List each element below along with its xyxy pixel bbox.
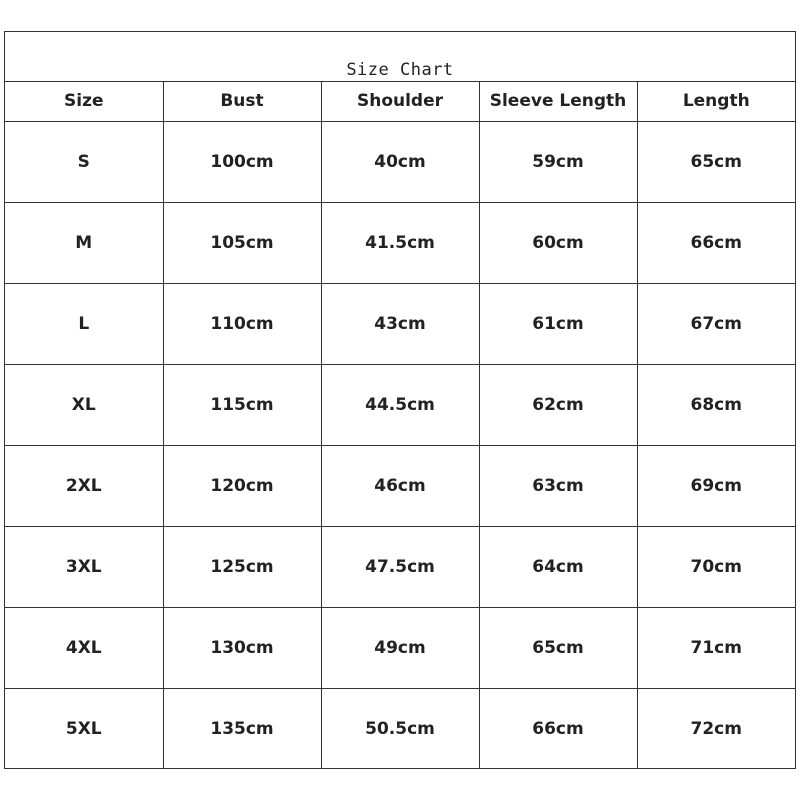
- cell-bust: 100cm: [163, 122, 321, 203]
- cell-length: 71cm: [637, 608, 795, 689]
- table-row: [5, 122, 795, 203]
- cell-size: M: [5, 203, 163, 284]
- cell-length: 69cm: [637, 446, 795, 527]
- cell-size: L: [5, 284, 163, 365]
- cell-sleeve-length: 62cm: [479, 365, 637, 446]
- cell-length: 67cm: [637, 284, 795, 365]
- size-chart: [4, 31, 796, 769]
- cell-shoulder: 49cm: [321, 608, 479, 689]
- cell-length: 72cm: [637, 689, 795, 770]
- cell-sleeve-length: 60cm: [479, 203, 637, 284]
- table-row: [5, 365, 795, 446]
- header-shoulder: Shoulder: [321, 81, 479, 122]
- header-length: Length: [637, 81, 795, 122]
- cell-bust: 110cm: [163, 284, 321, 365]
- cell-length: 65cm: [637, 122, 795, 203]
- table-row: [5, 203, 795, 284]
- header-size: Size: [5, 81, 163, 122]
- cell-bust: 130cm: [163, 608, 321, 689]
- header-bust: Bust: [163, 81, 321, 122]
- header-row: [5, 81, 795, 122]
- cell-size: XL: [5, 365, 163, 446]
- table-row: [5, 527, 795, 608]
- table-row: [5, 689, 795, 770]
- cell-shoulder: 46cm: [321, 446, 479, 527]
- cell-bust: 115cm: [163, 365, 321, 446]
- cell-sleeve-length: 61cm: [479, 284, 637, 365]
- chart-title: Size Chart: [346, 60, 454, 80]
- cell-sleeve-length: 63cm: [479, 446, 637, 527]
- cell-size: 5XL: [5, 689, 163, 770]
- cell-sleeve-length: 64cm: [479, 527, 637, 608]
- header-sleeve-length: Sleeve Length: [479, 81, 637, 122]
- cell-length: 68cm: [637, 365, 795, 446]
- cell-length: 70cm: [637, 527, 795, 608]
- cell-bust: 135cm: [163, 689, 321, 770]
- cell-shoulder: 43cm: [321, 284, 479, 365]
- cell-shoulder: 44.5cm: [321, 365, 479, 446]
- cell-size: S: [5, 122, 163, 203]
- title-row: [5, 32, 795, 82]
- cell-sleeve-length: 59cm: [479, 122, 637, 203]
- cell-sleeve-length: 66cm: [479, 689, 637, 770]
- cell-shoulder: 40cm: [321, 122, 479, 203]
- cell-bust: 125cm: [163, 527, 321, 608]
- cell-sleeve-length: 65cm: [479, 608, 637, 689]
- cell-bust: 120cm: [163, 446, 321, 527]
- cell-bust: 105cm: [163, 203, 321, 284]
- cell-shoulder: 50.5cm: [321, 689, 479, 770]
- cell-size: 2XL: [5, 446, 163, 527]
- cell-shoulder: 41.5cm: [321, 203, 479, 284]
- size-table: [5, 81, 795, 769]
- table-row: [5, 608, 795, 689]
- cell-size: 3XL: [5, 527, 163, 608]
- table-row: [5, 446, 795, 527]
- cell-shoulder: 47.5cm: [321, 527, 479, 608]
- cell-length: 66cm: [637, 203, 795, 284]
- table-row: [5, 284, 795, 365]
- cell-size: 4XL: [5, 608, 163, 689]
